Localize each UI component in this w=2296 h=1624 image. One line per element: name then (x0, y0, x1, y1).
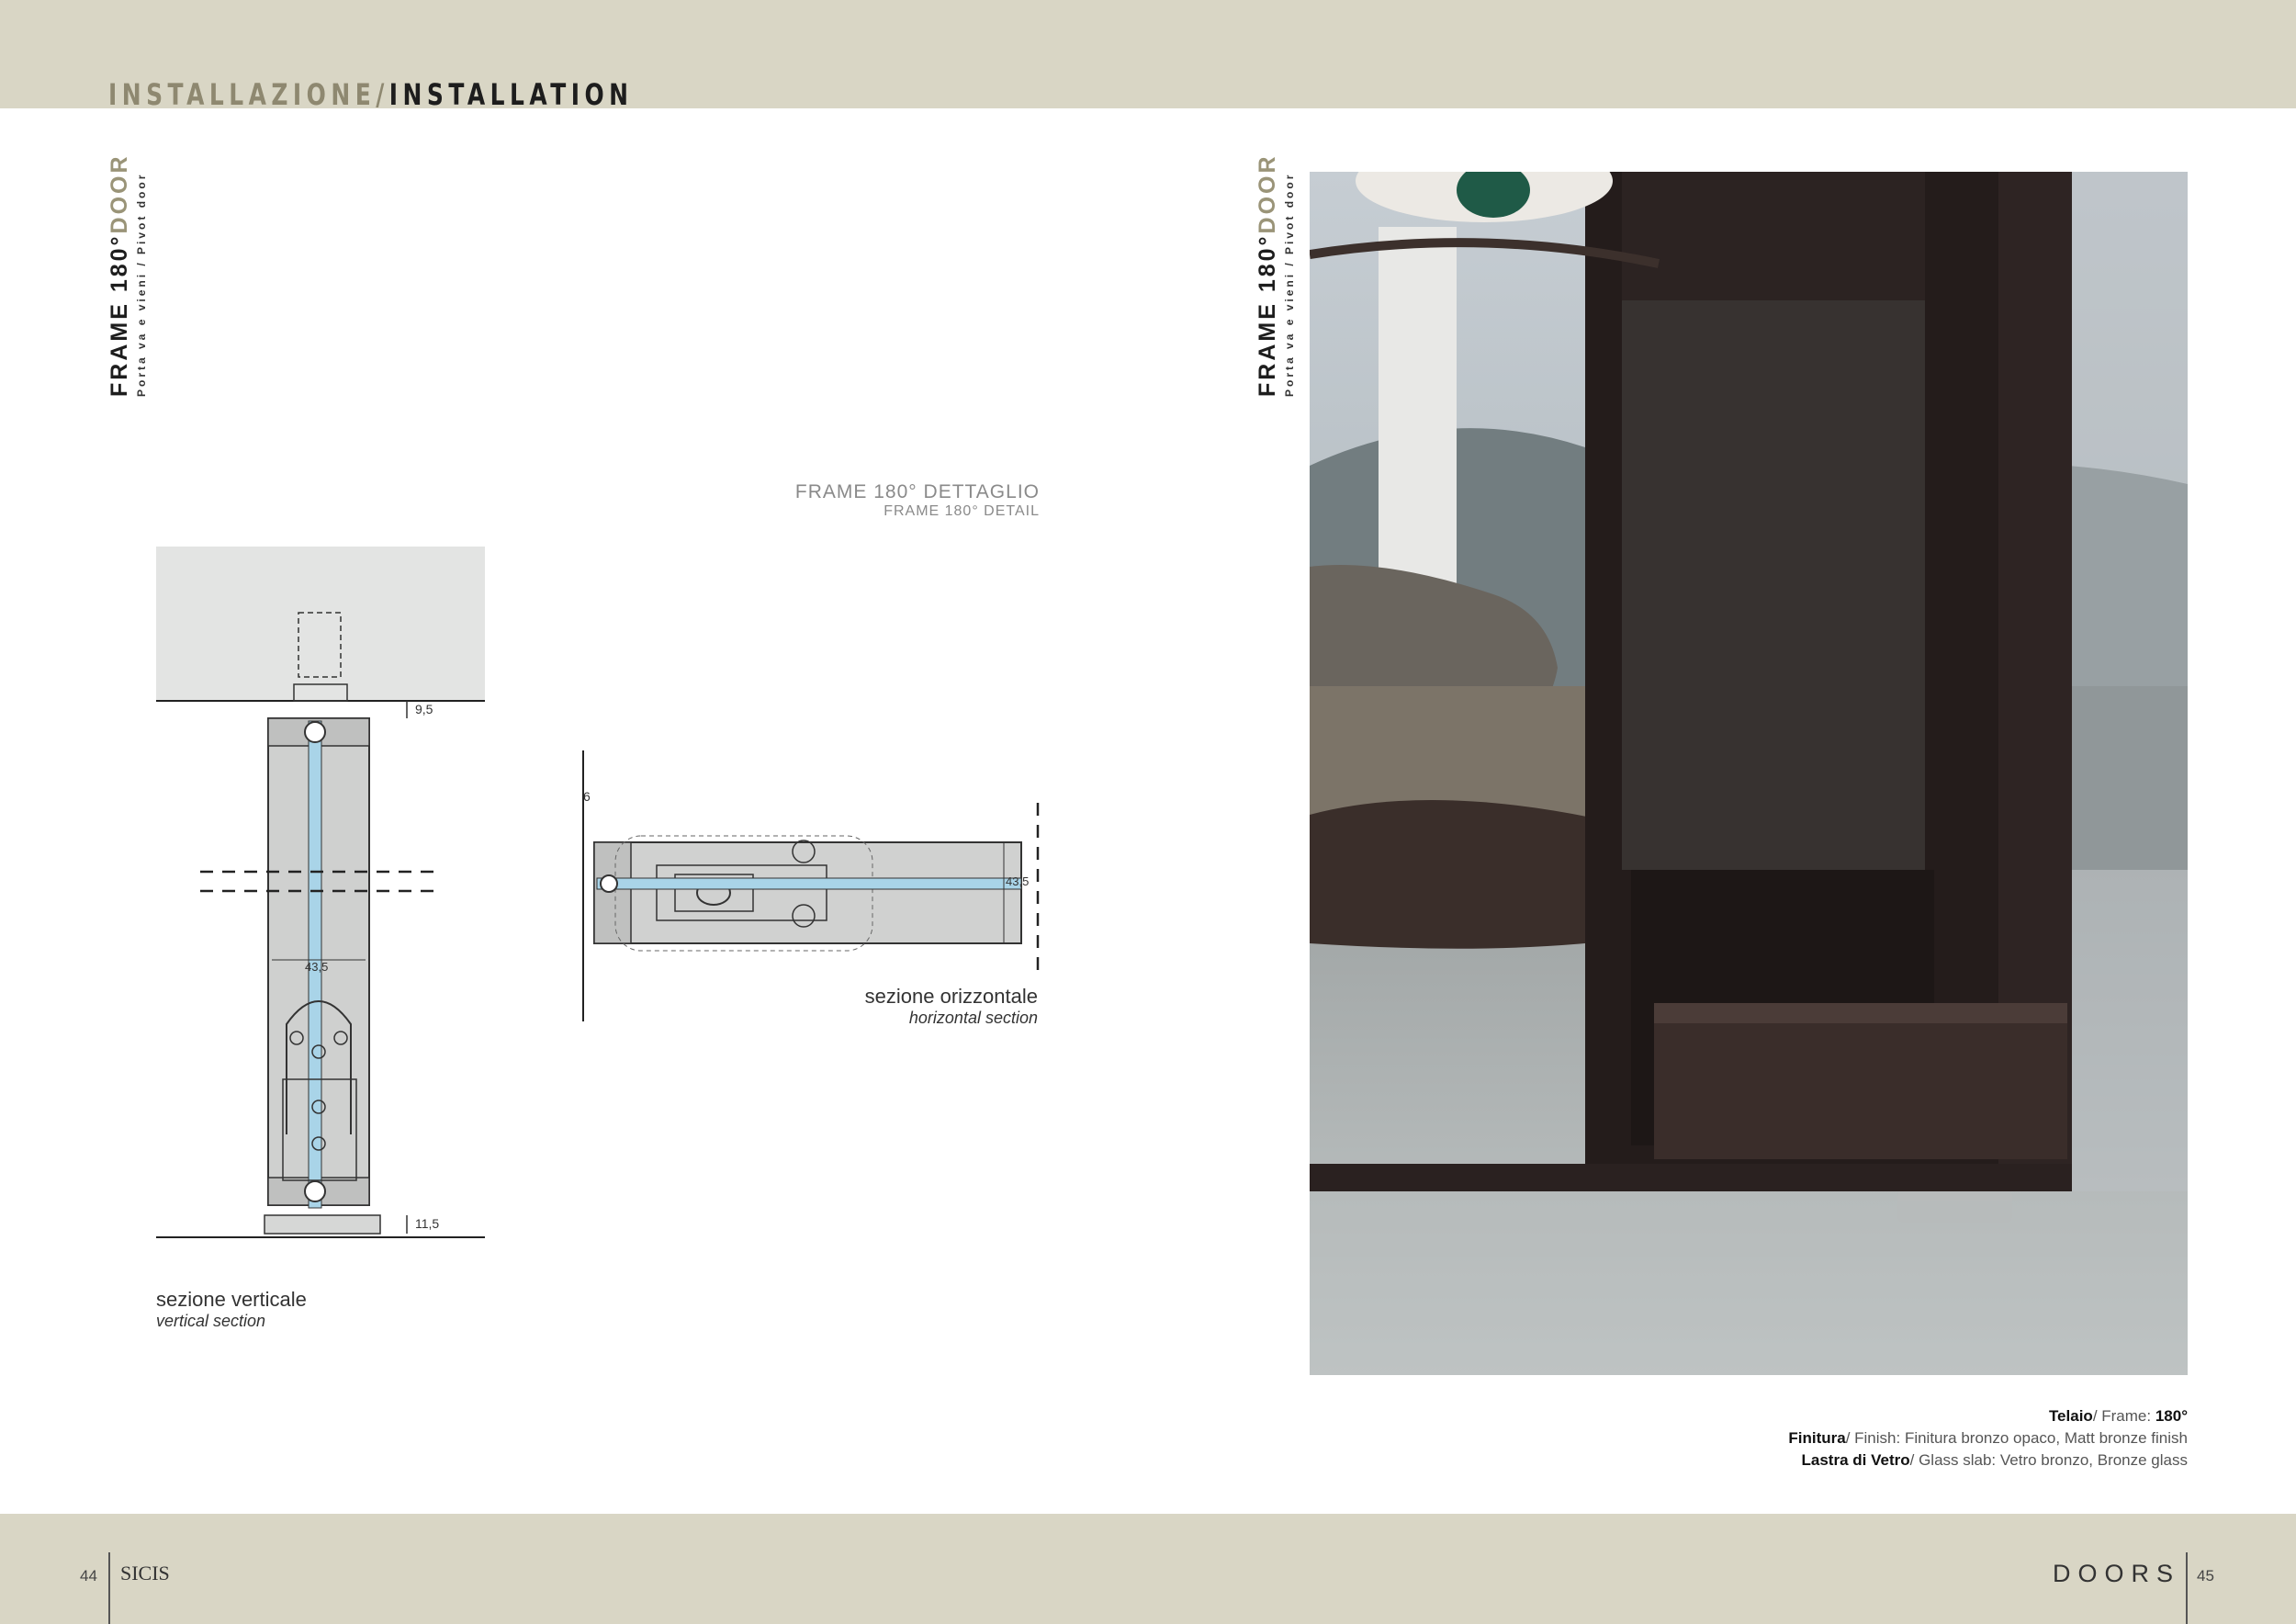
side-title-frame: FRAME 180° (1255, 233, 1280, 397)
page-number-left: 44 (80, 1567, 97, 1585)
page-header-title (108, 77, 633, 112)
vertical-dim-top: 9,5 (415, 702, 433, 716)
vertical-section-caption (156, 1288, 307, 1331)
vertical-section-drawing (147, 537, 496, 1245)
spec-finish: Finitura/ Finish: Finitura bronzo opaco, Matt bronze finish (1788, 1429, 2188, 1447)
detail-title-english: FRAME 180° DETAIL (884, 503, 1040, 519)
page-number-right: 45 (2197, 1567, 2214, 1585)
right-side-title (1255, 153, 1296, 397)
section-name: DOORS (2052, 1560, 2180, 1587)
left-side-title (107, 153, 148, 397)
vertical-dim-width: 43,5 (305, 960, 329, 974)
product-specs (1788, 1405, 2188, 1472)
vertical-caption-english: vertical section (156, 1312, 266, 1330)
horizontal-section-caption (865, 985, 1038, 1028)
vertical-dim-bottom: 11,5 (415, 1216, 440, 1231)
horizontal-dim-width: 43,5 (1006, 874, 1030, 888)
spec-glass: Lastra di Vetro/ Glass slab: Vetro bronzo, Bronze glass (1801, 1451, 2188, 1469)
footer-band (0, 1514, 2296, 1624)
detail-title (795, 481, 1040, 520)
horizontal-caption-english: horizontal section (908, 1009, 1038, 1027)
horizontal-dim-gap: 6 (583, 789, 591, 804)
side-title-subtitle: Porta va e vieni / Pivot door (135, 172, 148, 397)
header-title-english: INSTALLATION (388, 77, 634, 112)
brand-name: SICIS (120, 1562, 170, 1585)
side-title-frame: FRAME 180° (107, 233, 132, 397)
vertical-caption-italian: sezione verticale (156, 1288, 307, 1311)
side-title-subtitle: Porta va e vieni / Pivot door (1283, 172, 1296, 397)
footer-separator-right (2186, 1552, 2188, 1624)
detail-title-italian: FRAME 180° DETTAGLIO (794, 481, 1040, 502)
door-photograph (1310, 172, 2188, 1375)
footer-separator-left (108, 1552, 110, 1624)
side-title-door: DOOR (1255, 153, 1280, 234)
side-title-door: DOOR (107, 153, 132, 234)
spec-frame: Telaio/ Frame: 180° (2048, 1407, 2188, 1425)
header-title-italian: INSTALLAZIONE/ (108, 77, 389, 112)
horizontal-caption-italian: sezione orizzontale (864, 985, 1038, 1008)
